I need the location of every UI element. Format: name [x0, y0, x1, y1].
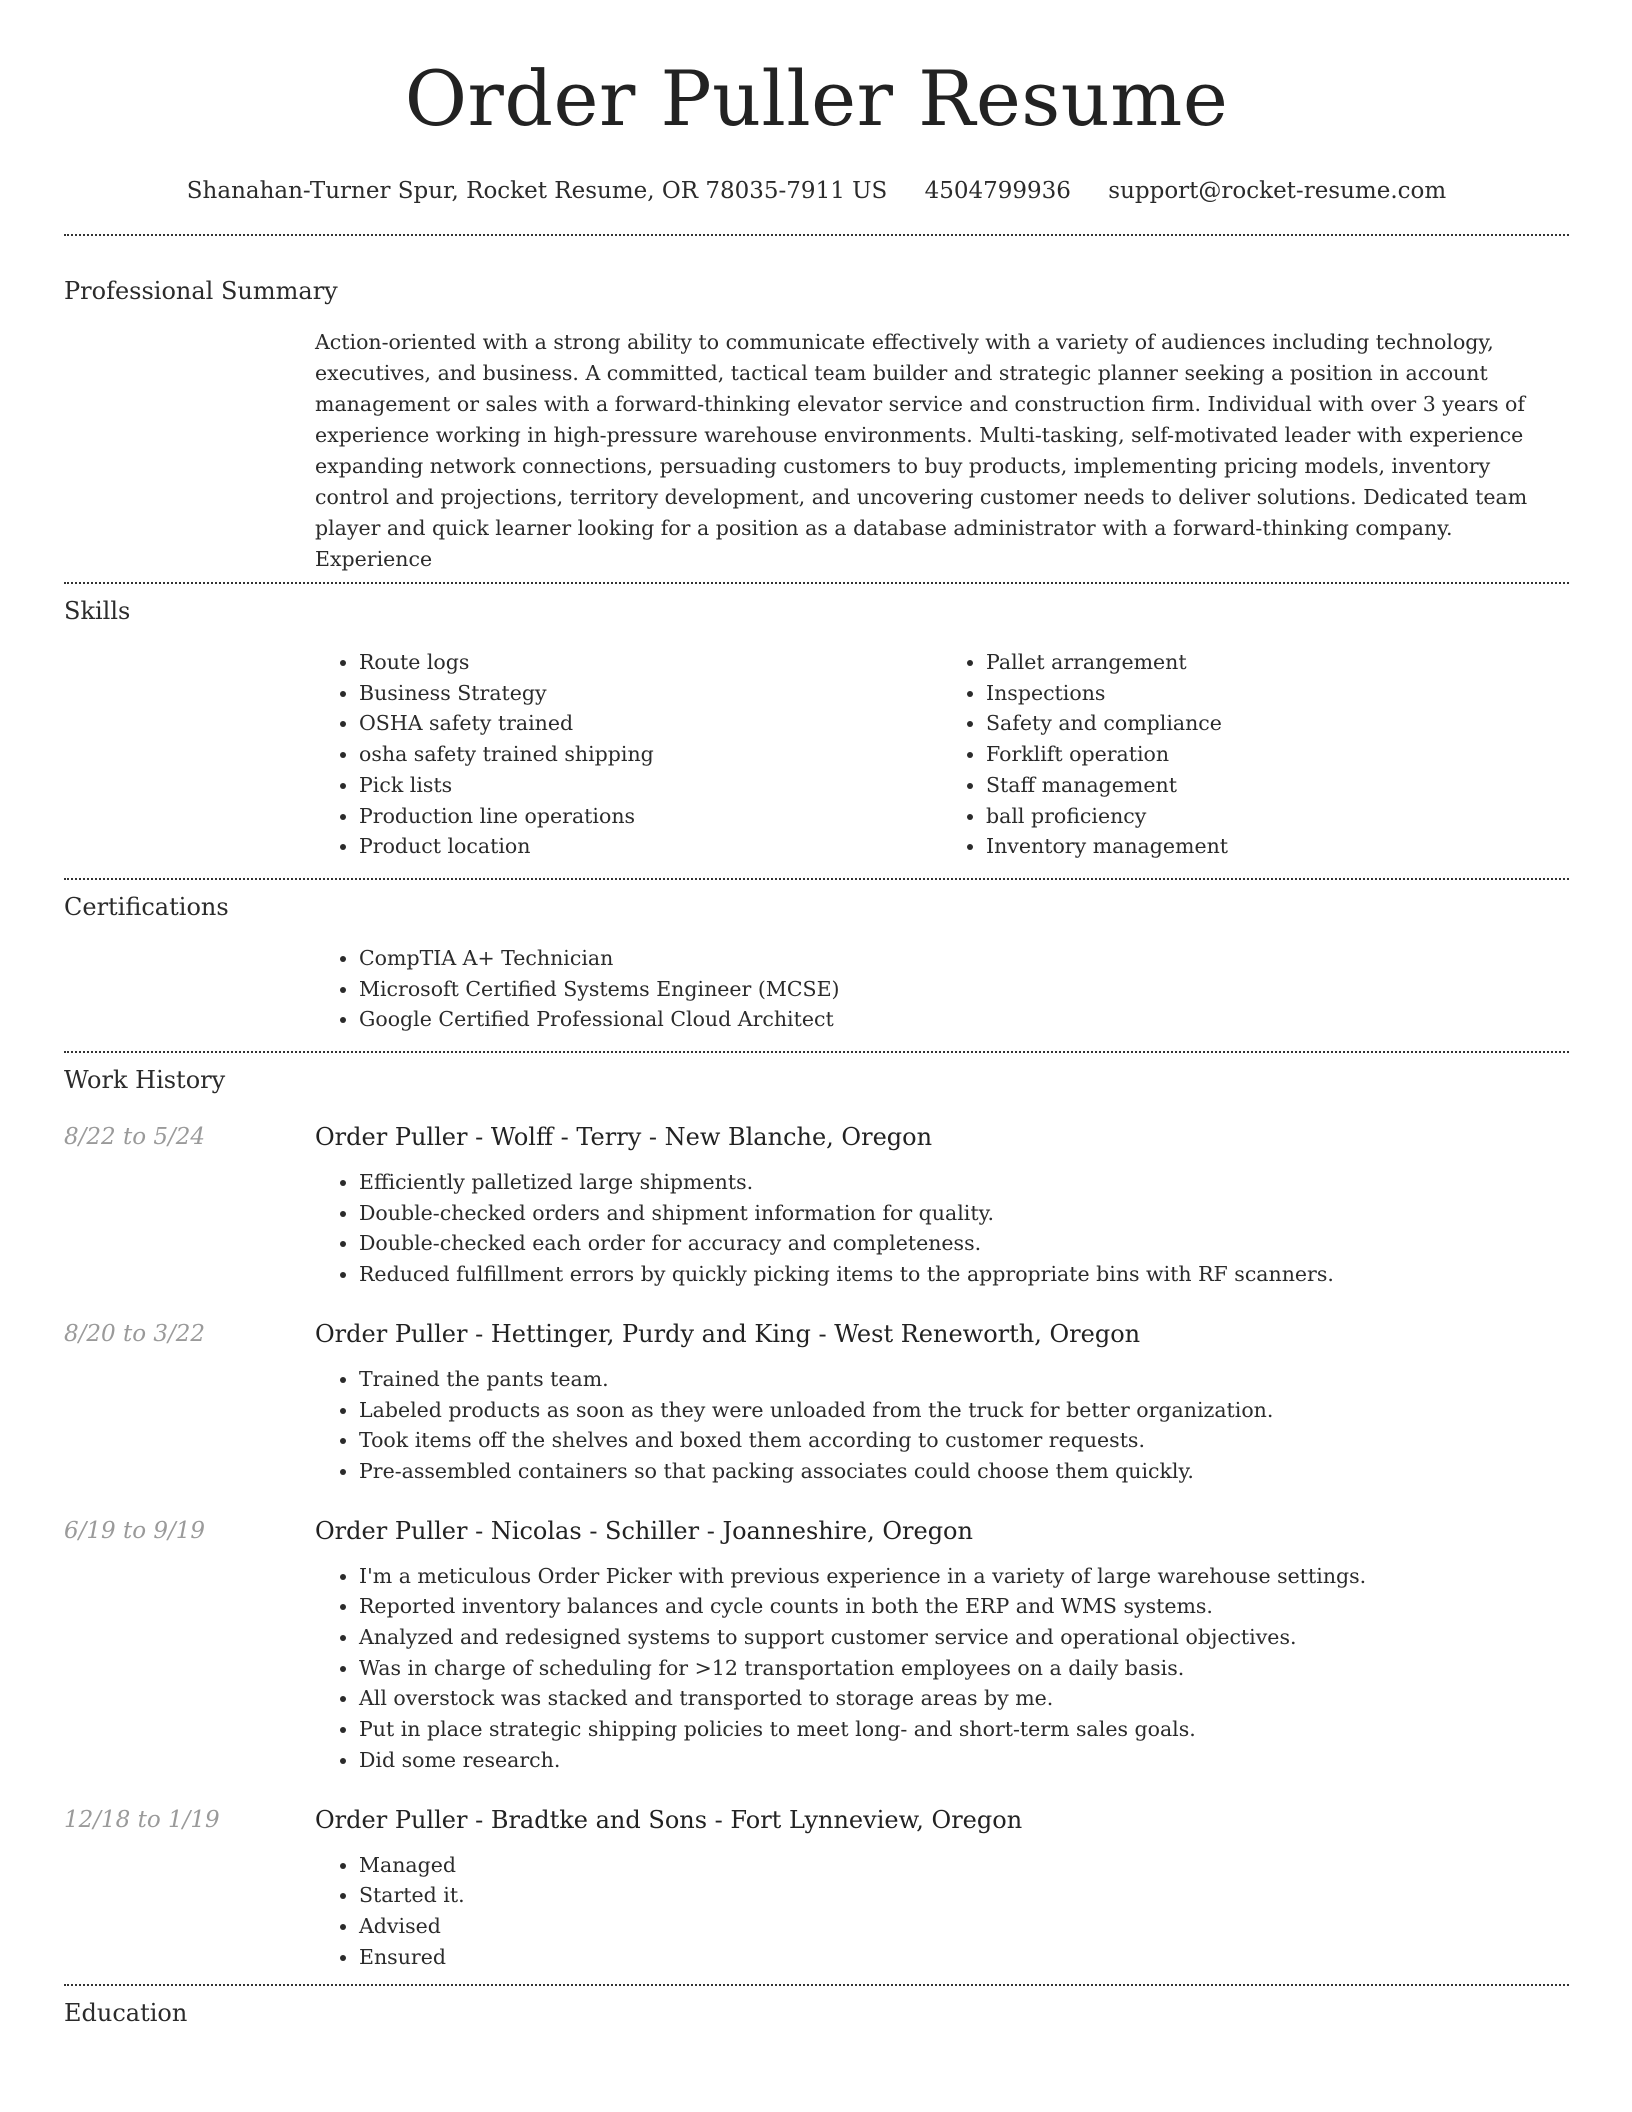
skills-list-left: [315, 647, 942, 862]
list-item: • Put in place strategic shipping policies to meet long- and short-term sales goals.: [359, 1714, 1569, 1745]
list-item: • Analyzed and redesigned systems to support customer service and operational objectives.: [359, 1622, 1569, 1653]
skills-list-right: [942, 647, 1569, 862]
job-bullets: [315, 1850, 1569, 1973]
job-title: Order Puller - Nicolas - Schiller - Joanneshire, Oregon: [315, 1516, 973, 1545]
list-item: • Double-checked each order for accuracy and completeness.: [359, 1228, 1569, 1259]
list-item: • Advised: [359, 1911, 1569, 1942]
job-dates: 8/20 to 3/22: [64, 1320, 206, 1347]
job-title: Order Puller - Bradtke and Sons - Fort Lynneview, Oregon: [315, 1805, 1023, 1834]
skills-section: [64, 596, 1569, 862]
certifications-list: [315, 943, 1569, 1035]
list-item: • Trained the pants team.: [359, 1364, 1569, 1395]
job-title: Order Puller - Wolff - Terry - New Blanche, Oregon: [315, 1123, 933, 1152]
list-item: • Route logs: [359, 647, 942, 678]
list-item: • ball proficiency: [986, 801, 1569, 832]
list-item: • CompTIA A+ Technician: [359, 943, 1569, 974]
list-item: • osha safety trained shipping: [359, 739, 942, 770]
work-history-section: [64, 1065, 1569, 1972]
job-entry: [64, 1515, 1569, 1776]
job-entry: [64, 1121, 1569, 1290]
contact-phone: 4504799936: [924, 178, 1071, 204]
list-item: • OSHA safety trained: [359, 708, 942, 739]
list-item: • Managed: [359, 1850, 1569, 1881]
divider: [64, 234, 1569, 236]
contact-email: support@rocket-resume.com: [1108, 178, 1447, 204]
list-item: • Labeled products as soon as they were unloaded from the truck for better organization.: [359, 1395, 1569, 1426]
list-item: • Did some research.: [359, 1745, 1569, 1776]
resume-page: [64, 0, 1569, 2028]
list-item: • Pre-assembled containers so that packing associates could choose them quickly.: [359, 1456, 1569, 1487]
list-item: • Safety and compliance: [986, 708, 1569, 739]
job-bullets: [315, 1167, 1569, 1290]
list-item: • Inspections: [986, 678, 1569, 709]
list-item: • Reported inventory balances and cycle counts in both the ERP and WMS systems.: [359, 1591, 1569, 1622]
page-title: Order Puller Resume: [404, 54, 1229, 143]
education-section: [64, 1998, 1569, 2028]
divider: [64, 878, 1569, 880]
job-dates: 6/19 to 9/19: [64, 1517, 206, 1544]
job-dates: 12/18 to 1/19: [64, 1806, 220, 1833]
list-item: • Ensured: [359, 1942, 1569, 1973]
job-entry: [64, 1318, 1569, 1487]
list-item: • I'm a meticulous Order Picker with previous experience in a variety of large warehouse settings.: [359, 1561, 1569, 1592]
list-item: • Microsoft Certified Systems Engineer (MCSE): [359, 974, 1569, 1005]
work-history-heading: Work History: [64, 1066, 226, 1095]
list-item: • Product location: [359, 831, 942, 862]
divider: [64, 1984, 1569, 1986]
list-item: • Started it.: [359, 1880, 1569, 1911]
list-item: • Double-checked orders and shipment information for quality.: [359, 1198, 1569, 1229]
skills-heading: Skills: [64, 597, 131, 625]
job-title: Order Puller - Hettinger, Purdy and King - West Reneworth, Oregon: [315, 1319, 1141, 1348]
list-item: • Reduced fulfillment errors by quickly picking items to the appropriate bins with RF scanners.: [359, 1259, 1569, 1290]
list-item: • Pick lists: [359, 770, 942, 801]
summary-heading: Professional Summary: [64, 277, 338, 305]
list-item: • Inventory management: [986, 831, 1569, 862]
certifications-section: [64, 892, 1569, 1035]
list-item: • Production line operations: [359, 801, 942, 832]
list-item: • Staff management: [986, 770, 1569, 801]
education-heading: Education: [64, 1999, 188, 2028]
contact-line: [64, 178, 1569, 204]
list-item: • Pallet arrangement: [986, 647, 1569, 678]
list-item: • Forklift operation: [986, 739, 1569, 770]
job-entry: [64, 1804, 1569, 1973]
list-item: • Efficiently palletized large shipments.: [359, 1167, 1569, 1198]
certifications-heading: Certifications: [64, 892, 229, 921]
divider: [64, 582, 1569, 584]
summary-text: Action-oriented with a strong ability to communicate effectively with a variety of audiences including technology, executives, and business. A committed, tactical team builder and strategic planner seeking a position in account management or sales with a forward-thinking elevator service and construction firm. Individual with over 3 years of experience working in high-pressure warehouse environments. Multi-tasking, self-motivated leader with experience expanding network connections, persuading customers to buy products, implementing pricing models, inventory control and projections, territory development, and uncovering customer needs to deliver solutions. Dedicated team player and quick learner looking for a position as a database administrator with a forward-thinking company. Experience: [315, 330, 1528, 571]
list-item: • Business Strategy: [359, 678, 942, 709]
contact-address: Shanahan-Turner Spur, Rocket Resume, OR 78035-7911 US: [186, 178, 888, 204]
summary-section: [64, 276, 1569, 575]
job-dates: 8/22 to 5/24: [64, 1124, 206, 1151]
divider: [64, 1051, 1569, 1053]
list-item: • All overstock was stacked and transported to storage areas by me.: [359, 1683, 1569, 1714]
job-bullets: [315, 1364, 1569, 1487]
list-item: • Took items off the shelves and boxed them according to customer requests.: [359, 1425, 1569, 1456]
job-bullets: [315, 1561, 1569, 1776]
list-item: • Was in charge of scheduling for >12 transportation employees on a daily basis.: [359, 1653, 1569, 1684]
list-item: • Google Certified Professional Cloud Architect: [359, 1004, 1569, 1035]
